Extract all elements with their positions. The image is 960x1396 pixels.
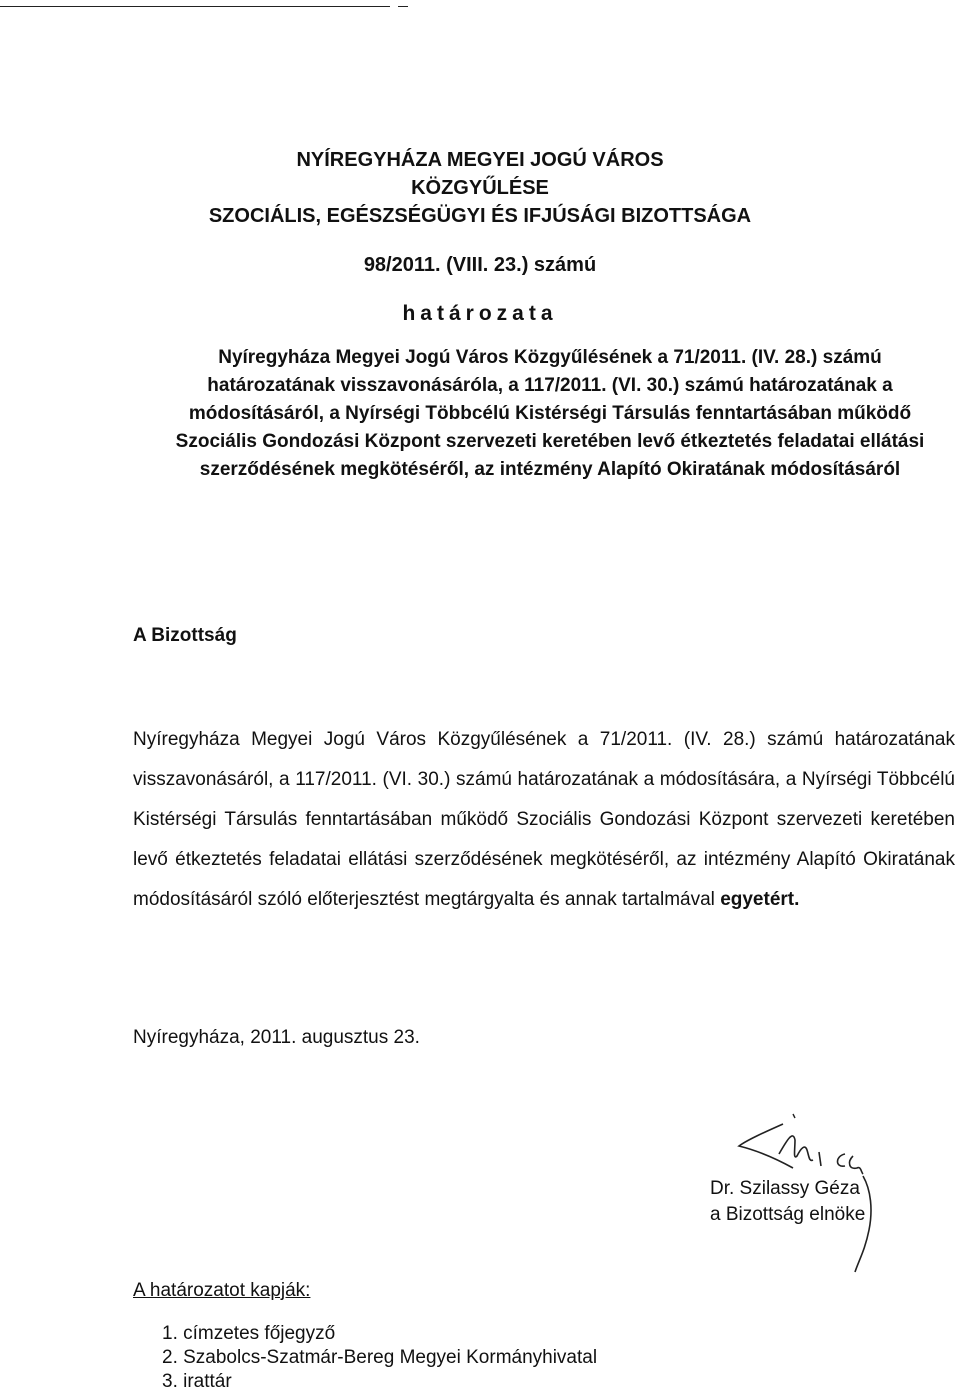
resolution-title: határozata (402, 302, 558, 325)
signer-title: a Bizottság elnöke (710, 1204, 866, 1225)
list-item: 3. irattár (162, 1371, 232, 1392)
scan-top-line-fragment (398, 6, 408, 7)
resolution-subject: Nyíregyháza Megyei Jogú Város Közgyűlésének a 71/2011. (IV. 28.) számú határozatának visszavonásáróla, a 117/2011. (VI. 30.) számú határozatának a módosításáról, a Nyírségi Többcélú Kistérségi Társulás fenntartásában működő Szociális Gondozási Központ szervezeti keretében levő étkeztetés feladatai ellátási szerződésének megkötéséről, az intézmény Alapító Okiratának módosításáról (175, 347, 925, 480)
list-item: 1. címzetes főjegyző (162, 1323, 336, 1344)
resolution-body (133, 720, 955, 920)
resolution-body-text: Nyíregyháza Megyei Jogú Város Közgyűlésének a 71/2011. (IV. 28.) számú határozatának visszavonásáról, a 117/2011. (VI. 30.) számú határozatának a módosítására, a Nyírségi Többcélú Kistérségi Társulás fenntartásában működő Szociális Gondozási Központ szervezeti keretében levő étkeztetés feladatai ellátási szerződésének megkötéséről, az intézmény Alapító Okiratának módosításáról szóló előterjesztést megtárgyalta és annak tartalmával (133, 729, 955, 910)
committee-label: A Bizottság (133, 625, 237, 646)
place-and-date: Nyíregyháza, 2011. augusztus 23. (133, 1027, 420, 1048)
resolution-decision: egyetért. (720, 889, 800, 910)
signer-name: Dr. Szilassy Géza (710, 1178, 860, 1199)
document-header (150, 146, 810, 230)
header-committee: SZOCIÁLIS, EGÉSZSÉGÜGYI ÉS IFJÚSÁGI BIZOTTSÁGA (208, 205, 752, 227)
list-item: 2. Szabolcs-Szatmár-Bereg Megyei Kormányhivatal (162, 1347, 598, 1368)
header-city: NYÍREGYHÁZA MEGYEI JOGÚ VÁROS (296, 149, 664, 171)
signer-block (710, 1176, 865, 1228)
header-assembly: KÖZGYŰLÉSE (411, 177, 549, 199)
scan-top-line (0, 6, 390, 7)
resolution-number: 98/2011. (VIII. 23.) számú (363, 254, 597, 276)
recipients-title: A határozatot kapják: (133, 1280, 311, 1301)
recipients-list (162, 1322, 597, 1394)
